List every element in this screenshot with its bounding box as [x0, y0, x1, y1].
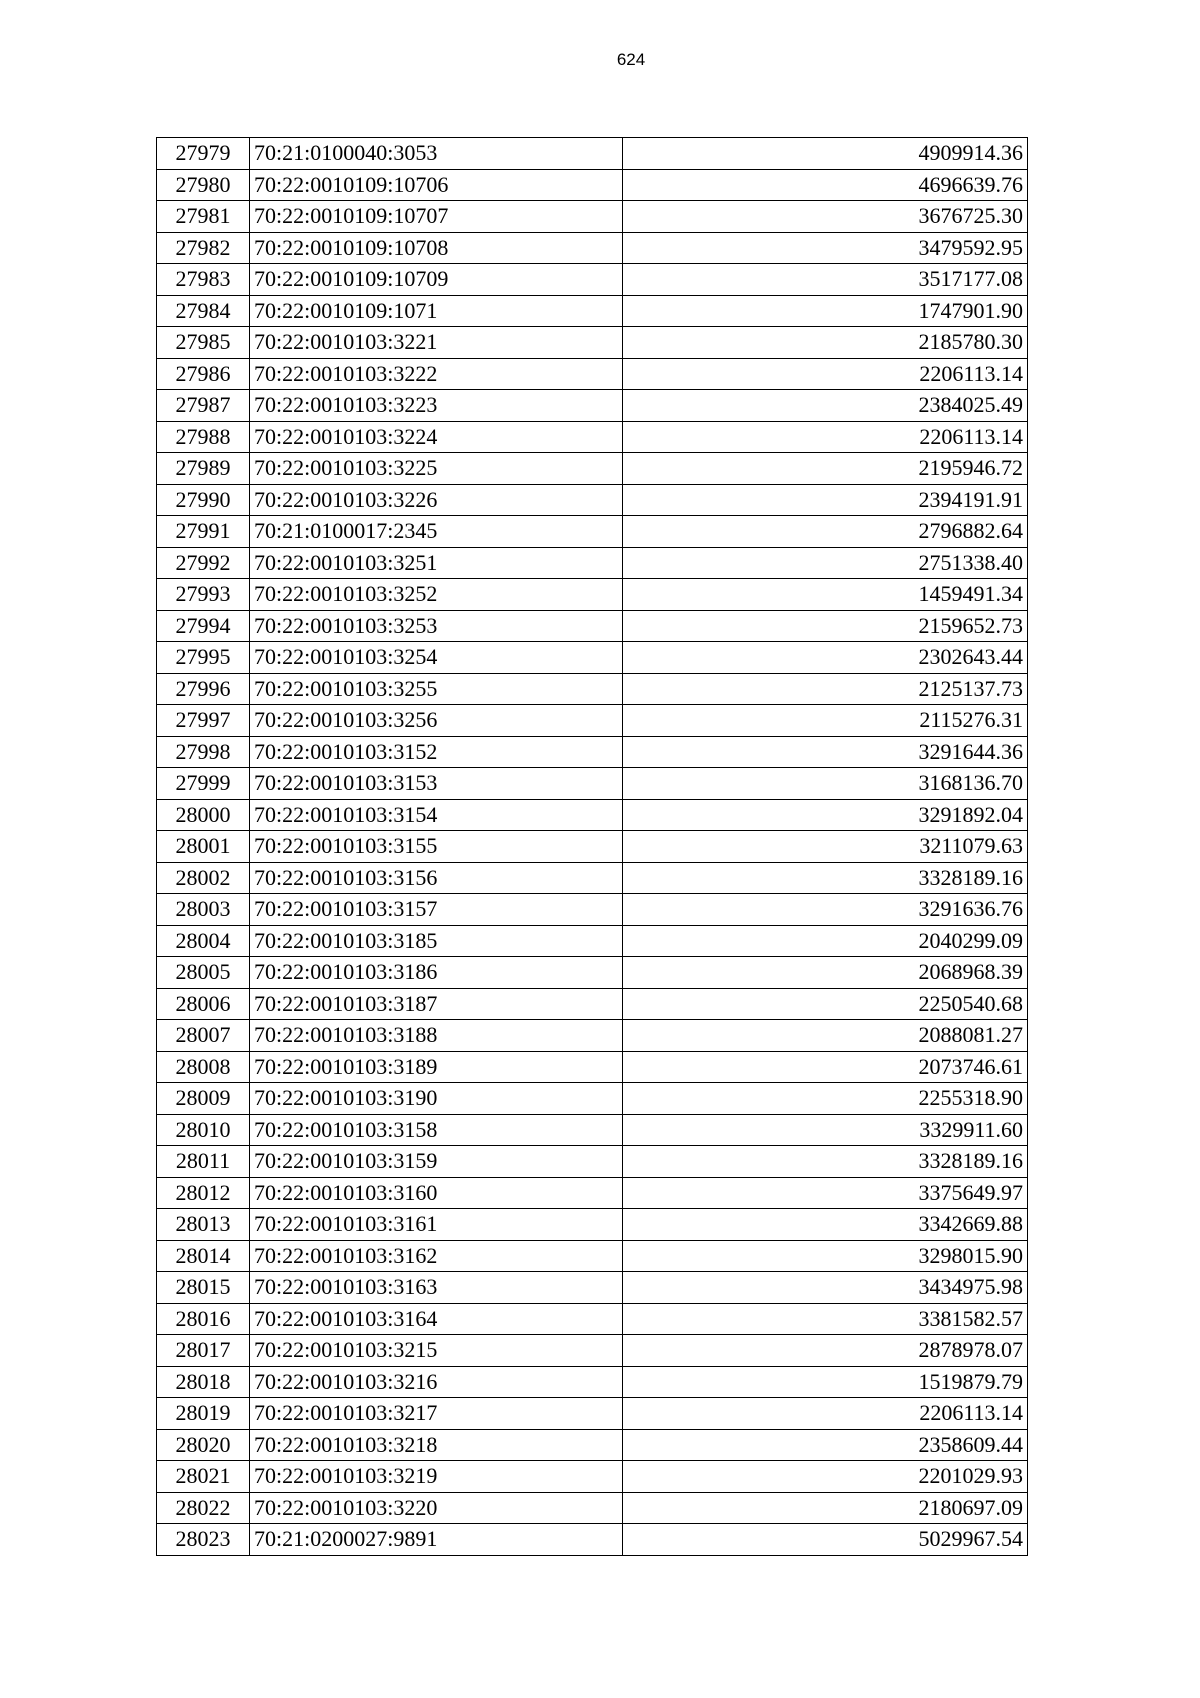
row-number-cell: 27984	[157, 295, 250, 327]
cadastral-value-cell: 3434975.98	[623, 1272, 1028, 1304]
cadastral-value-cell: 2073746.61	[623, 1051, 1028, 1083]
cadastral-number-cell: 70:21:0100040:3053	[250, 138, 623, 170]
cadastral-value-cell: 3479592.95	[623, 232, 1028, 264]
cadastral-value-cell: 3381582.57	[623, 1303, 1028, 1335]
cadastral-number-cell: 70:22:0010103:3220	[250, 1492, 623, 1524]
cadastral-number-cell: 70:22:0010103:3185	[250, 925, 623, 957]
table-row	[157, 1083, 1028, 1115]
table-row	[157, 831, 1028, 863]
cadastral-value-cell: 2358609.44	[623, 1429, 1028, 1461]
table-row	[157, 1398, 1028, 1430]
cadastral-value-cell: 2394191.91	[623, 484, 1028, 516]
table-row	[157, 957, 1028, 989]
row-number-cell: 28005	[157, 957, 250, 989]
cadastral-number-cell: 70:22:0010103:3223	[250, 390, 623, 422]
table-row	[157, 1051, 1028, 1083]
cadastral-value-cell: 1747901.90	[623, 295, 1028, 327]
row-number-cell: 28019	[157, 1398, 250, 1430]
cadastral-value-cell: 3328189.16	[623, 862, 1028, 894]
cadastral-value-cell: 2206113.14	[623, 358, 1028, 390]
row-number-cell: 28010	[157, 1114, 250, 1146]
cadastral-number-cell: 70:22:0010103:3224	[250, 421, 623, 453]
cadastral-value-cell: 2384025.49	[623, 390, 1028, 422]
table-row	[157, 327, 1028, 359]
table-row	[157, 1114, 1028, 1146]
cadastral-value-cell: 2159652.73	[623, 610, 1028, 642]
table-row	[157, 1461, 1028, 1493]
cadastral-value-cell: 3291636.76	[623, 894, 1028, 926]
table-row	[157, 358, 1028, 390]
row-number-cell: 28009	[157, 1083, 250, 1115]
table-row	[157, 925, 1028, 957]
row-number-cell: 28013	[157, 1209, 250, 1241]
table-row	[157, 169, 1028, 201]
table-row	[157, 579, 1028, 611]
cadastral-value-cell: 2878978.07	[623, 1335, 1028, 1367]
table-row	[157, 862, 1028, 894]
row-number-cell: 28004	[157, 925, 250, 957]
table-row	[157, 894, 1028, 926]
table-row	[157, 673, 1028, 705]
page-number: 624	[616, 50, 646, 69]
cadastral-number-cell: 70:22:0010103:3162	[250, 1240, 623, 1272]
row-number-cell: 27986	[157, 358, 250, 390]
table-row	[157, 390, 1028, 422]
cadastral-value-cell: 2185780.30	[623, 327, 1028, 359]
table-row	[157, 138, 1028, 170]
cadastral-value-cell: 2206113.14	[623, 1398, 1028, 1430]
row-number-cell: 28007	[157, 1020, 250, 1052]
cadastral-value-cell: 2180697.09	[623, 1492, 1028, 1524]
table-row	[157, 736, 1028, 768]
cadastral-number-cell: 70:22:0010103:3155	[250, 831, 623, 863]
cadastral-value-cell: 5029967.54	[623, 1524, 1028, 1556]
cadastral-number-cell: 70:22:0010103:3161	[250, 1209, 623, 1241]
cadastral-number-cell: 70:22:0010103:3152	[250, 736, 623, 768]
row-number-cell: 27999	[157, 768, 250, 800]
table-row	[157, 1272, 1028, 1304]
cadastral-number-cell: 70:22:0010103:3253	[250, 610, 623, 642]
table-row	[157, 232, 1028, 264]
cadastral-number-cell: 70:22:0010103:3164	[250, 1303, 623, 1335]
cadastral-value-cell: 2206113.14	[623, 421, 1028, 453]
cadastral-number-cell: 70:22:0010103:3222	[250, 358, 623, 390]
cadastral-value-cell: 2302643.44	[623, 642, 1028, 674]
table-row	[157, 547, 1028, 579]
table-row	[157, 453, 1028, 485]
table-row	[157, 1492, 1028, 1524]
row-number-cell: 28006	[157, 988, 250, 1020]
row-number-cell: 28023	[157, 1524, 250, 1556]
row-number-cell: 27991	[157, 516, 250, 548]
cadastral-value-cell: 2250540.68	[623, 988, 1028, 1020]
cadastral-number-cell: 70:22:0010103:3215	[250, 1335, 623, 1367]
cadastral-number-cell: 70:22:0010103:3255	[250, 673, 623, 705]
row-number-cell: 28014	[157, 1240, 250, 1272]
row-number-cell: 27992	[157, 547, 250, 579]
cadastral-number-cell: 70:22:0010109:10708	[250, 232, 623, 264]
cadastral-value-table	[156, 137, 1028, 1556]
row-number-cell: 27994	[157, 610, 250, 642]
table-row	[157, 799, 1028, 831]
cadastral-number-cell: 70:22:0010103:3218	[250, 1429, 623, 1461]
cadastral-value-cell: 2751338.40	[623, 547, 1028, 579]
row-number-cell: 27993	[157, 579, 250, 611]
cadastral-value-cell: 3342669.88	[623, 1209, 1028, 1241]
table-row	[157, 421, 1028, 453]
row-number-cell: 27989	[157, 453, 250, 485]
row-number-cell: 27982	[157, 232, 250, 264]
cadastral-value-cell: 3329911.60	[623, 1114, 1028, 1146]
cadastral-number-cell: 70:22:0010103:3157	[250, 894, 623, 926]
table-row	[157, 1524, 1028, 1556]
table-row	[157, 705, 1028, 737]
cadastral-value-cell: 3298015.90	[623, 1240, 1028, 1272]
cadastral-number-cell: 70:22:0010103:3256	[250, 705, 623, 737]
cadastral-number-cell: 70:22:0010103:3219	[250, 1461, 623, 1493]
row-number-cell: 27983	[157, 264, 250, 296]
table-row	[157, 1335, 1028, 1367]
table-row	[157, 1146, 1028, 1178]
cadastral-number-cell: 70:21:0200027:9891	[250, 1524, 623, 1556]
table-row	[157, 610, 1028, 642]
table-row	[157, 1177, 1028, 1209]
cadastral-number-cell: 70:22:0010103:3225	[250, 453, 623, 485]
table-row	[157, 295, 1028, 327]
row-number-cell: 28020	[157, 1429, 250, 1461]
cadastral-number-cell: 70:22:0010103:3254	[250, 642, 623, 674]
cadastral-value-cell: 4909914.36	[623, 138, 1028, 170]
cadastral-value-cell: 3375649.97	[623, 1177, 1028, 1209]
cadastral-number-cell: 70:22:0010109:10706	[250, 169, 623, 201]
row-number-cell: 28016	[157, 1303, 250, 1335]
table-row	[157, 768, 1028, 800]
cadastral-number-cell: 70:22:0010103:3252	[250, 579, 623, 611]
cadastral-value-cell: 2040299.09	[623, 925, 1028, 957]
cadastral-number-cell: 70:22:0010103:3189	[250, 1051, 623, 1083]
cadastral-value-cell: 4696639.76	[623, 169, 1028, 201]
row-number-cell: 28017	[157, 1335, 250, 1367]
row-number-cell: 28000	[157, 799, 250, 831]
cadastral-value-cell: 3211079.63	[623, 831, 1028, 863]
table-row	[157, 1303, 1028, 1335]
cadastral-number-cell: 70:22:0010103:3153	[250, 768, 623, 800]
row-number-cell: 27998	[157, 736, 250, 768]
row-number-cell: 27996	[157, 673, 250, 705]
table-row	[157, 1209, 1028, 1241]
cadastral-number-cell: 70:22:0010103:3188	[250, 1020, 623, 1052]
table-row	[157, 1240, 1028, 1272]
cadastral-value-cell: 3328189.16	[623, 1146, 1028, 1178]
cadastral-number-cell: 70:22:0010103:3187	[250, 988, 623, 1020]
cadastral-value-cell: 3291644.36	[623, 736, 1028, 768]
row-number-cell: 28003	[157, 894, 250, 926]
row-number-cell: 27981	[157, 201, 250, 233]
cadastral-value-cell: 2088081.27	[623, 1020, 1028, 1052]
table-row	[157, 1020, 1028, 1052]
cadastral-value-cell: 2115276.31	[623, 705, 1028, 737]
table-row	[157, 201, 1028, 233]
row-number-cell: 28002	[157, 862, 250, 894]
cadastral-number-cell: 70:22:0010103:3154	[250, 799, 623, 831]
row-number-cell: 27987	[157, 390, 250, 422]
table-body	[157, 138, 1028, 1556]
cadastral-number-cell: 70:22:0010103:3226	[250, 484, 623, 516]
row-number-cell: 28011	[157, 1146, 250, 1178]
cadastral-value-cell: 2201029.93	[623, 1461, 1028, 1493]
table-row	[157, 264, 1028, 296]
cadastral-value-cell: 2255318.90	[623, 1083, 1028, 1115]
cadastral-value-cell: 2125137.73	[623, 673, 1028, 705]
cadastral-value-cell: 2796882.64	[623, 516, 1028, 548]
row-number-cell: 27988	[157, 421, 250, 453]
cadastral-number-cell: 70:22:0010103:3217	[250, 1398, 623, 1430]
row-number-cell: 28001	[157, 831, 250, 863]
cadastral-number-cell: 70:21:0100017:2345	[250, 516, 623, 548]
cadastral-number-cell: 70:22:0010109:10709	[250, 264, 623, 296]
cadastral-value-cell: 3676725.30	[623, 201, 1028, 233]
row-number-cell: 28021	[157, 1461, 250, 1493]
cadastral-number-cell: 70:22:0010103:3158	[250, 1114, 623, 1146]
cadastral-number-cell: 70:22:0010109:1071	[250, 295, 623, 327]
cadastral-value-cell: 2195946.72	[623, 453, 1028, 485]
cadastral-number-cell: 70:22:0010103:3251	[250, 547, 623, 579]
cadastral-number-cell: 70:22:0010103:3216	[250, 1366, 623, 1398]
cadastral-number-cell: 70:22:0010103:3160	[250, 1177, 623, 1209]
table-row	[157, 642, 1028, 674]
table-row	[157, 484, 1028, 516]
cadastral-number-cell: 70:22:0010103:3159	[250, 1146, 623, 1178]
cadastral-value-cell: 1519879.79	[623, 1366, 1028, 1398]
table-row	[157, 988, 1028, 1020]
row-number-cell: 27997	[157, 705, 250, 737]
table-row	[157, 516, 1028, 548]
row-number-cell: 28012	[157, 1177, 250, 1209]
cadastral-number-cell: 70:22:0010103:3186	[250, 957, 623, 989]
row-number-cell: 27979	[157, 138, 250, 170]
cadastral-value-cell: 3168136.70	[623, 768, 1028, 800]
row-number-cell: 28008	[157, 1051, 250, 1083]
cadastral-value-cell: 2068968.39	[623, 957, 1028, 989]
cadastral-value-cell: 3291892.04	[623, 799, 1028, 831]
row-number-cell: 28018	[157, 1366, 250, 1398]
cadastral-number-cell: 70:22:0010103:3156	[250, 862, 623, 894]
table-row	[157, 1366, 1028, 1398]
row-number-cell: 27985	[157, 327, 250, 359]
cadastral-number-cell: 70:22:0010109:10707	[250, 201, 623, 233]
cadastral-number-cell: 70:22:0010103:3163	[250, 1272, 623, 1304]
cadastral-value-cell: 3517177.08	[623, 264, 1028, 296]
row-number-cell: 27990	[157, 484, 250, 516]
table-row	[157, 1429, 1028, 1461]
row-number-cell: 27995	[157, 642, 250, 674]
cadastral-value-cell: 1459491.34	[623, 579, 1028, 611]
row-number-cell: 28022	[157, 1492, 250, 1524]
cadastral-number-cell: 70:22:0010103:3190	[250, 1083, 623, 1115]
row-number-cell: 28015	[157, 1272, 250, 1304]
row-number-cell: 27980	[157, 169, 250, 201]
cadastral-number-cell: 70:22:0010103:3221	[250, 327, 623, 359]
